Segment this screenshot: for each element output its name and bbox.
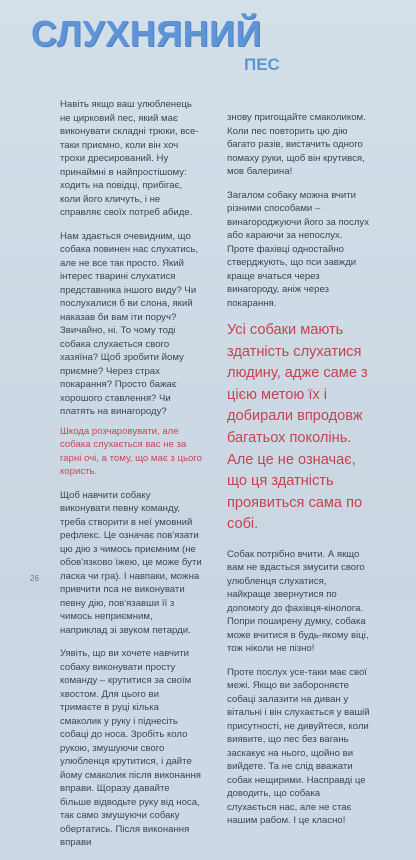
paragraph: Собак потрібно вчити. А якщо вам не вдасться змусити свого улюбленця слухатися, найкраще звернутися по допомогу до фахівця-кінолога. Попри поширену думку, собака може вчитися в будь-якому віці, тож ніколи не пізно!: [227, 548, 369, 655]
pull-quote: Усі собаки мають здатність слухатися людину, адже саме з цією метою їх і добирали впродовж багатьох поколінь. Але це не означає, що ця здатність проявиться сама по собі.: [227, 322, 368, 533]
left-column: [60, 98, 202, 860]
page-title: СЛУХНЯНИЙ: [31, 13, 262, 54]
page-number: 26: [30, 574, 39, 583]
page-subtitle: ПЕС: [244, 55, 280, 74]
paragraph: Навіть якщо ваш улюбленець не цирковий пес, який має виконувати складні трюки, все-таки приємно, коли він хоч трохи дресирований. Ну принаймні в найпростішому: ходить на повідці, прибігає, коли його кличуть, і не справляє своїх потреб абиде.: [60, 99, 199, 218]
paragraph: знову пригощайте смаколиком. Коли пес повторить цю дію багато разів, вистачить одного помаху руки, щоб він крутився, мов балерина!: [227, 112, 366, 177]
paragraph: Нам здається очевидним, що собака повинен нас слухатись, але не все так просто. Який інтерес тварині слухатися представника іншого виду? Чи послухалися б ви слона, який наказав би вам іти поруч? Звичайно, ні. То чому тоді собака слухається свого хазяїна? Щоб зробити йому приємне? Через страх покарання? Просто бажає хорошого ставлення? Чи платять на винагороду?: [60, 230, 199, 417]
right-column: [227, 111, 372, 838]
highlighted-paragraph: Шкода розчаровувати, але собака слухається вас не за гарні очі, а тому, що має з цього користь.: [60, 425, 202, 477]
paragraph: Уявіть, що ви хочете навчити собаку виконувати просту команду – крутитися за своїм хвостом. Для цього ви тримаєте в руці кілька смаколик у руку і піднесіть собаці до носа. Зробіть коло рукою, змушуючи свого улюбленця крутитися, і дайте йому смаколик після виконання вправи. Щоразу давайте більше відводьте руку від носа, так само змушуючи собаку обертатись. Після виконання вправи: [60, 648, 201, 848]
paragraph: Щоб навчити собаку виконувати певну команду, треба створити в неї умовний рефлекс. Це означає пов'язати цю дію з чимось приємним (не обов'язково їжею, це може бути ласка чи гра). І навпаки, можна привчити пса не виконувати певну дію, пов'язавши її з чимось неприємним, наприклад зі звуком петарди.: [60, 489, 202, 636]
paragraph: Загалом собаку можна вчити різними способами – винагороджуючи його за послух або караючи за непослух. Проте фахівці одностайно стверджують, що пси завжди краще вчаться через винагороду, аніж через покарання.: [227, 189, 370, 309]
paragraph: Проте послух усе-таки має свої межі. Якщо ви забороняєте собаці залазити на диван у вітальні і він слухається у вашій присутності, не дивуйтеся, коли виявите, що пес без вагань заскакує на нього, щойно ви вийдете. Та не слід вважати собак нещирими. Насправді це доводить, що собака слухається нас, але не стає нашим рабом. І це класно!: [227, 666, 370, 827]
